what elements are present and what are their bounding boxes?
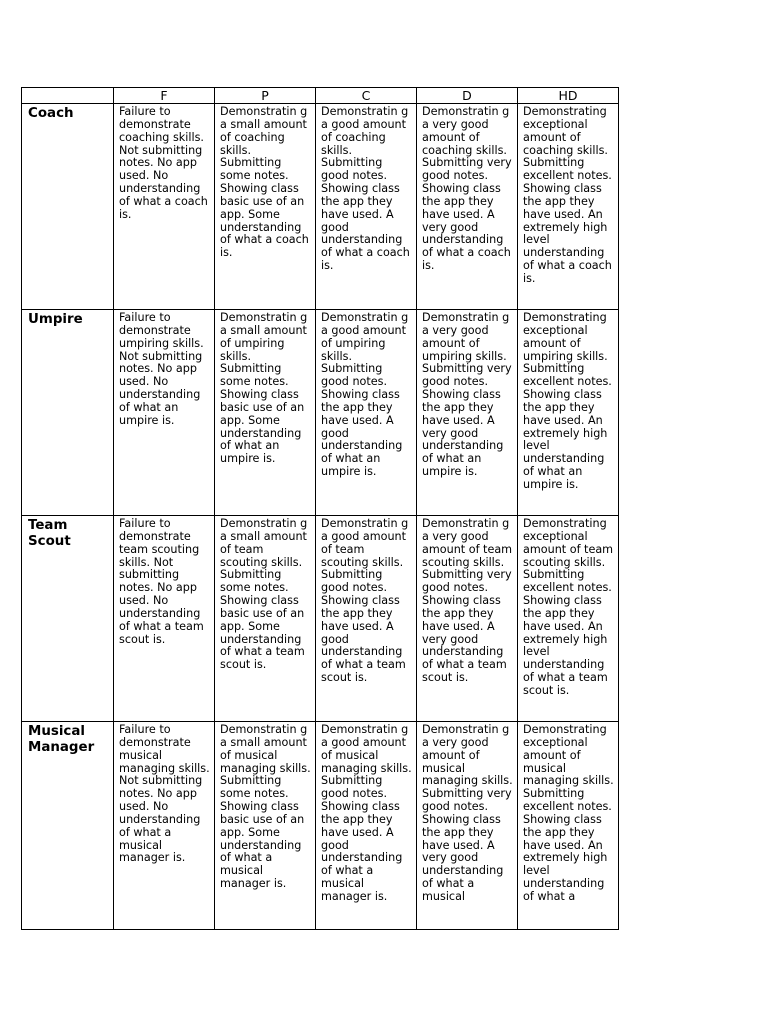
table-cell: Failure to demonstrate umpiring skills. Not submitting notes. No app used. No understanding of what an umpire is. xyxy=(114,310,215,516)
table-cell: Demonstrating exceptional amount of musical managing skills. Submitting excellent notes. Showing class the app they have used. An extremely high level understanding of what a xyxy=(518,722,619,930)
table-row xyxy=(22,516,619,722)
table-cell: Demonstratin g a good amount of team scouting skills. Submitting good notes. Showing class the app they have used. A good understanding of what a team scout is. xyxy=(316,516,417,722)
header-grade-p: P xyxy=(215,88,316,104)
table-cell: Demonstratin g a good amount of coaching skills. Submitting good notes. Showing class the app they have used. A good understanding of what a coach is. xyxy=(316,104,417,310)
header-blank xyxy=(22,88,114,104)
role-label: Team Scout xyxy=(22,516,114,722)
role-label: Umpire xyxy=(22,310,114,516)
table-cell: Demonstrating exceptional amount of coaching skills. Submitting excellent notes. Showing class the app they have used. An extremely high level understanding of what a coach is. xyxy=(518,104,619,310)
header-grade-c: C xyxy=(316,88,417,104)
table-cell: Demonstrating exceptional amount of team scouting skills. Submitting excellent notes. Showing class the app they have used. An extremely high level understanding of what a team scout is. xyxy=(518,516,619,722)
role-label: Musical Manager xyxy=(22,722,114,930)
rubric-header xyxy=(22,88,619,104)
table-cell: Demonstrating exceptional amount of umpiring skills. Submitting excellent notes. Showing class the app they have used. An extremely high level understanding of what an umpire is. xyxy=(518,310,619,516)
table-cell: Demonstratin g a small amount of umpiring skills. Submitting some notes. Showing class basic use of an app. Some understanding of what an umpire is. xyxy=(215,310,316,516)
table-cell: Demonstratin g a very good amount of umpiring skills. Submitting very good notes. Showing class the app they have used. A very good understanding of what an umpire is. xyxy=(417,310,518,516)
table-cell: Demonstratin g a small amount of coaching skills. Submitting some notes. Showing class basic use of an app. Some understanding of what a coach is. xyxy=(215,104,316,310)
header-grade-f: F xyxy=(114,88,215,104)
rubric-body xyxy=(22,104,619,930)
header-grade-hd: HD xyxy=(518,88,619,104)
table-row xyxy=(22,104,619,310)
table-cell: Demonstratin g a good amount of umpiring skills. Submitting good notes. Showing class the app they have used. A good understanding of what an umpire is. xyxy=(316,310,417,516)
table-cell: Demonstratin g a good amount of musical managing skills. Submitting good notes. Showing class the app they have used. A good understanding of what a musical manager is. xyxy=(316,722,417,930)
table-cell: Demonstratin g a very good amount of musical managing skills. Submitting very good notes. Showing class the app they have used. A very good understanding of what a musical xyxy=(417,722,518,930)
header-grade-d: D xyxy=(417,88,518,104)
header-row xyxy=(22,88,619,104)
table-cell: Demonstratin g a very good amount of coaching skills. Submitting very good notes. Showing class the app they have used. A very good understanding of what a coach is. xyxy=(417,104,518,310)
table-cell: Demonstratin g a small amount of team scouting skills. Submitting some notes. Showing class basic use of an app. Some understanding of what a team scout is. xyxy=(215,516,316,722)
table-cell: Failure to demonstrate team scouting skills. Not submitting notes. No app used. No understanding of what a team scout is. xyxy=(114,516,215,722)
role-label: Coach xyxy=(22,104,114,310)
table-row xyxy=(22,722,619,930)
table-cell: Failure to demonstrate coaching skills. Not submitting notes. No app used. No understanding of what a coach is. xyxy=(114,104,215,310)
table-cell: Demonstratin g a very good amount of team scouting skills. Submitting very good notes. Showing class the app they have used. A very good understanding of what a team scout is. xyxy=(417,516,518,722)
table-cell: Demonstratin g a small amount of musical managing skills. Submitting some notes. Showing class basic use of an app. Some understanding of what a musical manager is. xyxy=(215,722,316,930)
table-cell: Failure to demonstrate musical managing skills. Not submitting notes. No app used. No understanding of what a musical manager is. xyxy=(114,722,215,930)
rubric-table xyxy=(21,87,619,930)
table-row xyxy=(22,310,619,516)
